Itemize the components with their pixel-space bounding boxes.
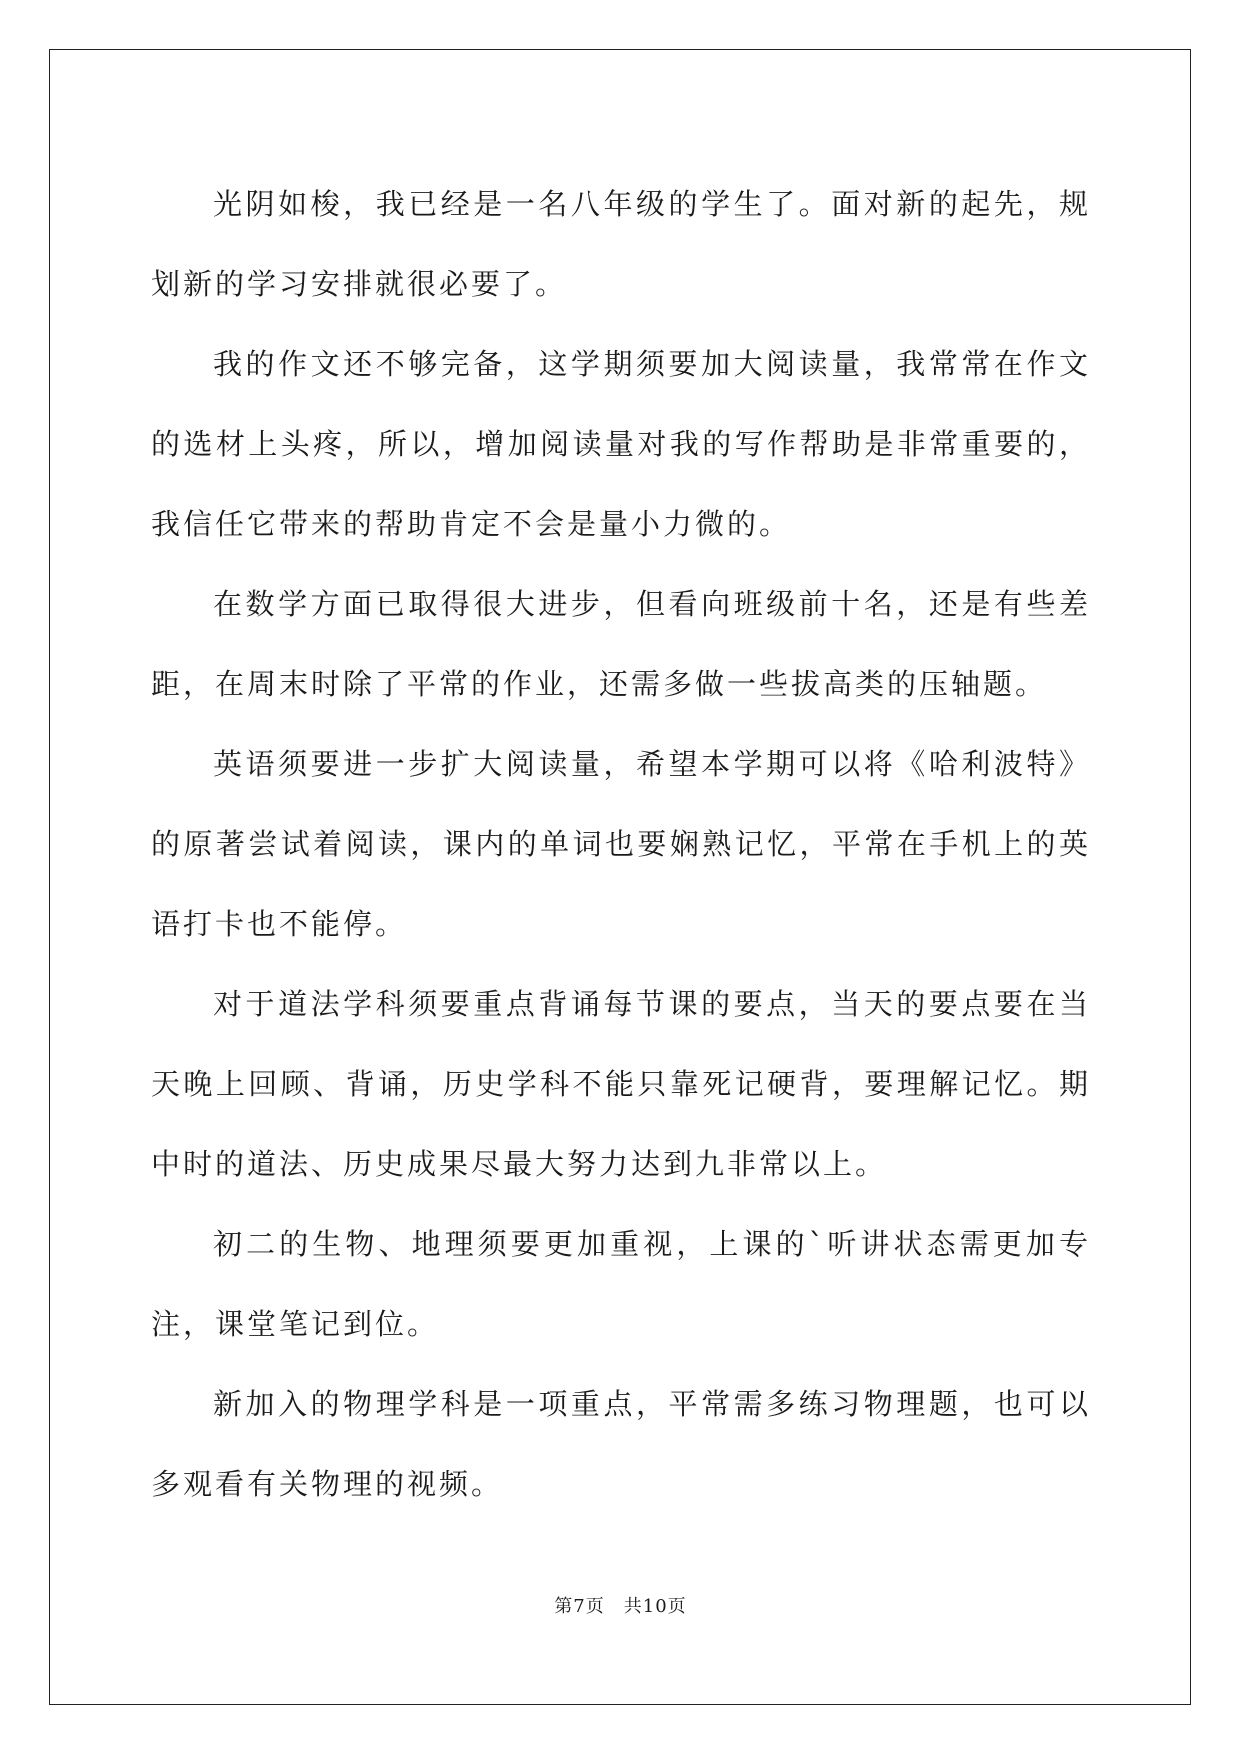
document-body bbox=[151, 164, 1091, 1524]
page-number: 第7页 共10页 bbox=[554, 1596, 687, 1617]
paragraph: 英语须要进一步扩大阅读量，希望本学期可以将《哈利波特》的原著尝试着阅读，课内的单词也要娴熟记忆，平常在手机上的英语打卡也不能停。 bbox=[151, 747, 1091, 941]
paragraph: 初二的生物、地理须要更加重视，上课的`听讲状态需更加专注，课堂笔记到位。 bbox=[151, 1227, 1091, 1341]
paragraph: 对于道法学科须要重点背诵每节课的要点，当天的要点要在当天晚上回顾、背诵，历史学科不能只靠死记硬背，要理解记忆。期中时的道法、历史成果尽最大努力达到九非常以上。 bbox=[151, 987, 1091, 1181]
paragraph: 新加入的物理学科是一项重点，平常需多练习物理题，也可以多观看有关物理的视频。 bbox=[151, 1387, 1091, 1501]
paragraph: 光阴如梭，我已经是一名八年级的学生了。面对新的起先，规划新的学习安排就很必要了。 bbox=[151, 187, 1091, 301]
paragraph: 我的作文还不够完备，这学期须要加大阅读量，我常常在作文的选材上头疼，所以，增加阅读量对我的写作帮助是非常重要的，我信任它带来的帮助肯定不会是量小力微的。 bbox=[151, 347, 1091, 541]
paragraph: 在数学方面已取得很大进步，但看向班级前十名，还是有些差距，在周末时除了平常的作业，还需多做一些拔高类的压轴题。 bbox=[151, 587, 1091, 701]
